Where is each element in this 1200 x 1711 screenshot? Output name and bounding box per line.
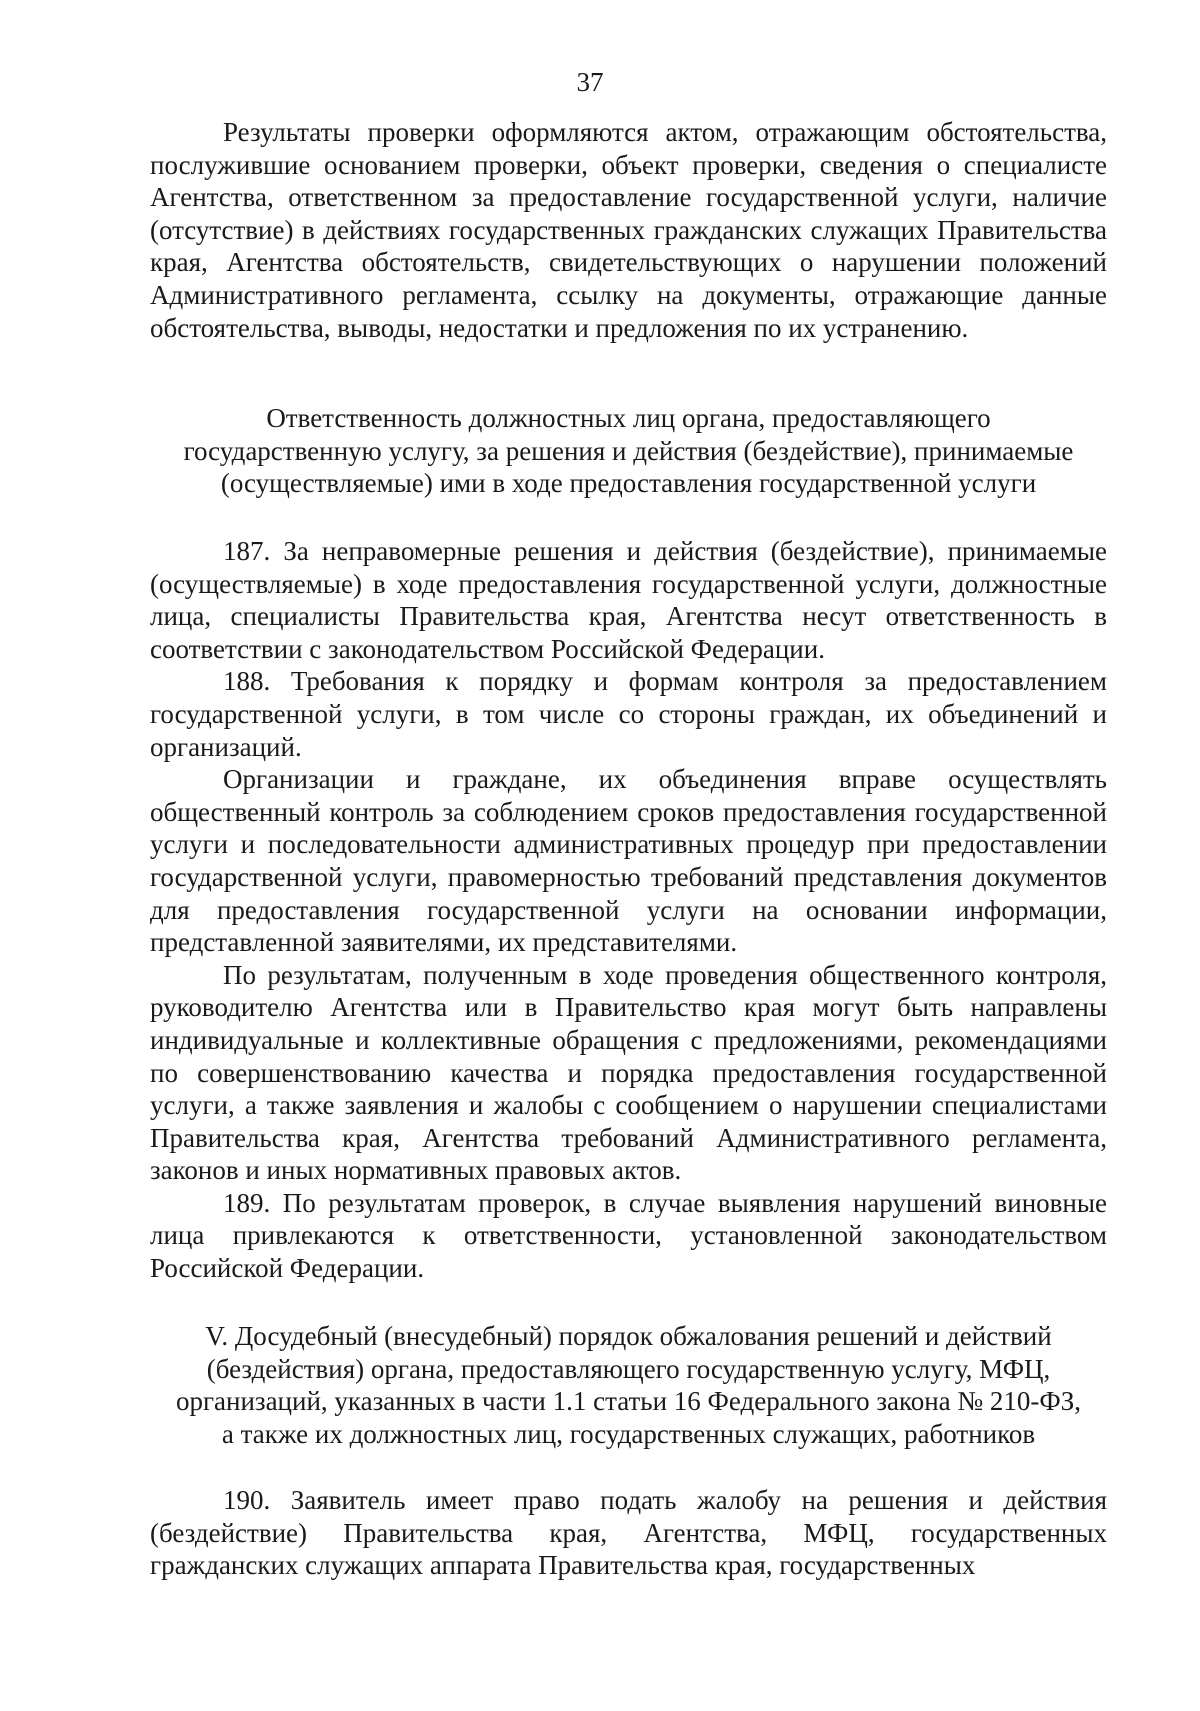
results-section [150, 116, 1107, 344]
paragraph-188: 188. Требования к порядку и формам контроля за предоставлением государственной услуги, в том числе со стороны граждан, их объединений и организаций. [150, 666, 1107, 762]
heading-section-v [150, 1320, 1107, 1450]
responsibility-heading-block [150, 402, 1107, 500]
heading-line: организаций, указанных в части 1.1 статьи 16 Федерального закона № 210-ФЗ, [175, 1386, 1082, 1417]
paragraph-187: 187. За неправомерные решения и действия (бездействие), принимаемые (осуществляемые) в ходе предоставления государственной услуги, должностные лица, специалисты Правительства края, Агентства несут ответственность в соответствии с законодательством Российской Федерации. [150, 536, 1107, 664]
heading-line: (осуществляемые) ими в ходе предоставления государственной услуги [220, 468, 1037, 499]
paragraph-190: 190. Заявитель имеет право подать жалобу на решения и действия (бездействие) Правительства края, Агентства, МФЦ, государственных гражданских служащих аппарата Правительства края, государственных [150, 1485, 1107, 1581]
heading-line: V. Досудебный (внесудебный) порядок обжалования решений и действий [205, 1321, 1052, 1351]
heading-line: а также их должностных лиц, государственных служащих, работников [221, 1418, 1036, 1449]
paragraph-public-control: По результатам, полученным в ходе проведения общественного контроля, руководителю Агентства или в Правительство края могут быть направлены индивидуальные и коллективные обращения с предложениями, рекомендациями по совершенствованию качества и порядка предоставления государственной услуги, а также заявления и жалобы с сообщением о нарушении специалистами Правительства края, Агентства требований Административного регламента, законов и иных нормативных правовых актов. [150, 959, 1107, 1186]
paragraph-organizations: Организации и граждане, их объединения вправе осуществлять общественный контроль за соблюдением сроков предоставления государственной услуги и последовательности административных процедур при предоставлении государственной услуги, правомерностью требований представления документов для предоставления государственной услуги на основании информации, представленной заявителями, их представителями. [150, 764, 1107, 958]
paragraph-189: 189. По результатам проверок, в случае выявления нарушений виновные лица привлекаются к ответственности, установленной законодательством Российской Федерации. [150, 1187, 1107, 1284]
heading-responsibility [150, 402, 1107, 500]
page-number: 37 [576, 67, 604, 97]
heading-line: (бездействия) органа, предоставляющего государственную услугу, МФЦ, [206, 1353, 1051, 1384]
heading-line: Ответственность должностных лиц органа, предоставляющего [266, 403, 991, 433]
paragraph-results: Результаты проверки оформляются актом, отражающим обстоятельства, послужившие основанием проверки, объект проверки, сведения о специалисте Агентства, ответственном за предоставление государственной услуги, наличие (отсутствие) в действиях государственных гражданских служащих Правительства края, Агентства обстоятельств, свидетельствующих о нарушении положений Административного регламента, ссылку на документы, отражающие данные обстоятельства, выводы, недостатки и предложения по их устранению. [150, 117, 1107, 343]
heading-line: государственную услугу, за решения и действия (бездействие), принимаемые [183, 435, 1074, 466]
responsibility-section [150, 535, 1107, 1285]
section-v-heading-block [150, 1320, 1107, 1450]
section-v-body [150, 1484, 1107, 1582]
